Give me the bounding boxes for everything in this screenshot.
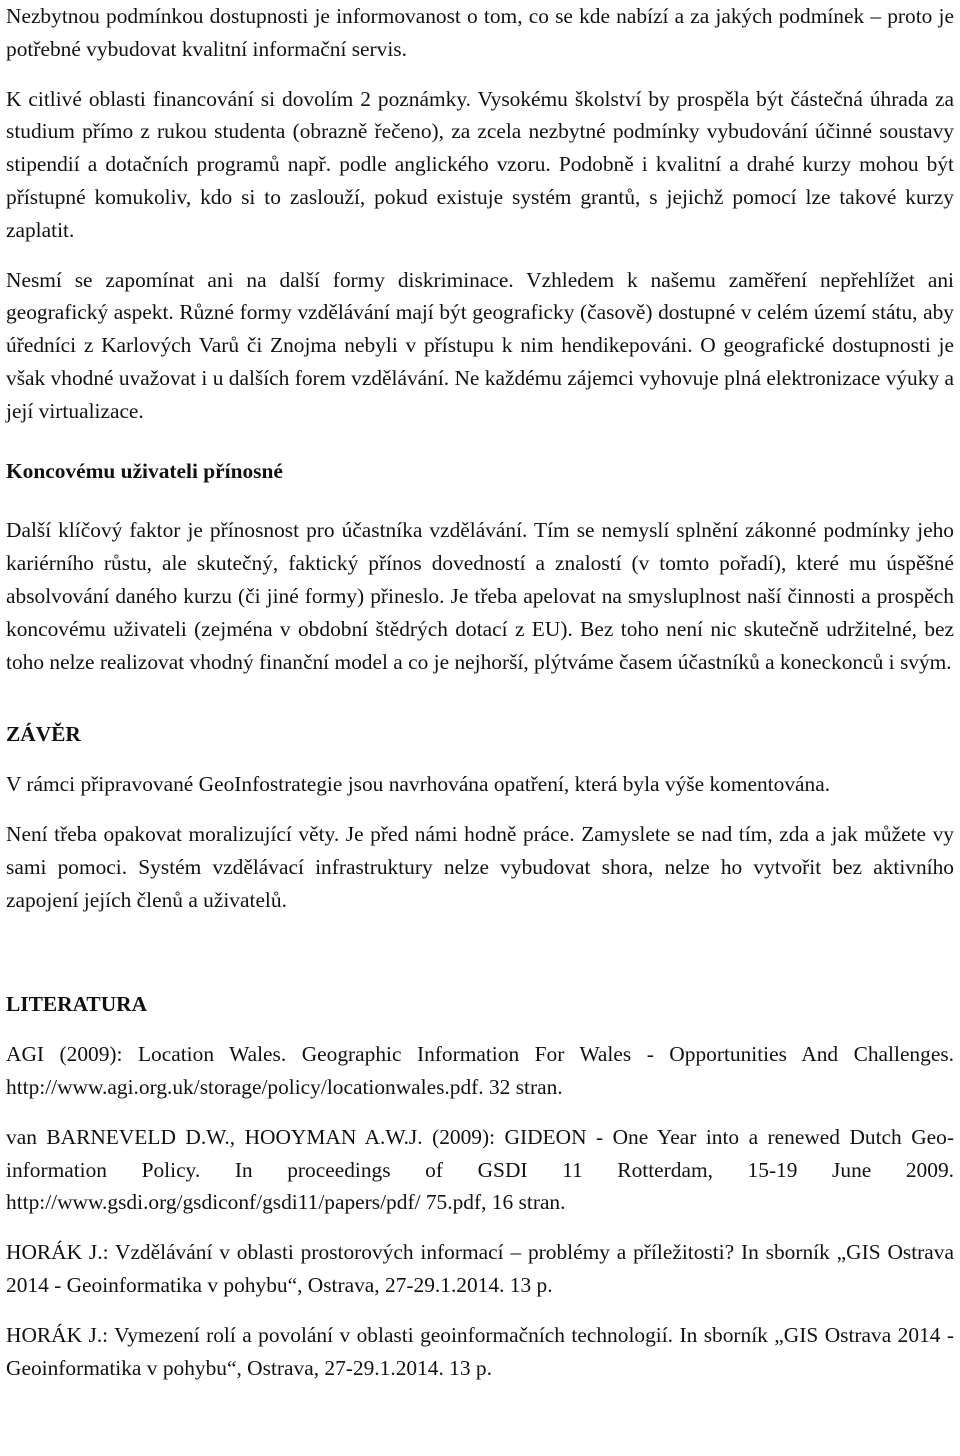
heading-literature: LITERATURA [6, 992, 148, 1017]
reference-item: HORÁK J.: Vzdělávání v oblasti prostorových informací – problémy a příležitosti? In sborník „GIS Ostrava 2014 - Geoinformatika v pohybu“, Ostrava, 27-29.1.2014. 13 p. [6, 1240, 954, 1297]
paragraph-benefit: Další klíčový faktor je přínosnost pro účastníka vzdělávání. Tím se nemyslí splnění zákonné podmínky jeho kariérního růstu, ale skutečný, faktický přínos dovedností a znalostí (v tomto pořadí), které mu úspěšné absolvování daného kurzu (či jiné formy) přineslo. Je třeba apelovat na smysluplnost naší činnosti a prospěch koncovému uživateli (zejména v obdobní štědrých dotací z EU). Bez toho není nic skutečně udržitelné, bez toho nelze realizovat vhodný finanční model a co je nejhorší, plýtváme časem účastníků a koneckonců i svým. [6, 518, 954, 674]
reference-item: van BARNEVELD D.W., HOOYMAN A.W.J. (2009): GIDEON - One Year into a renewed Dutch Geo-information Policy. In proceedings of GSDI 11 Rotterdam, 15-19 June 2009. http://www.gsdi.org/gsdiconf/gsdi11/papers/pdf/ 75.pdf, 16 stran. [6, 1124, 954, 1215]
paragraph-financing: K citlivé oblasti financování si dovolím 2 poznámky. Vysokému školství by prospěla být částečná úhrada za studium přímo z rukou studenta (obrazně řečeno), za zcela nezbytné podmínky vybudování účinné soustavy stipendií a dotačních programů např. podle anglického vzoru. Podobně i kvalitní a drahé kurzy mohou být přístupné komukoliv, kdo si to zaslouží, pokud existuje systém grantů, s jejichž pomocí lze takové kurzy zaplatit. [6, 86, 954, 242]
heading-benefit: Koncovému uživateli přínosné [6, 458, 283, 483]
reference-item: HORÁK J.: Vymezení rolí a povolání v oblasti geoinformačních technologií. In sborník „GIS Ostrava 2014 - Geoinformatika v pohybu“, Ostrava, 27-29.1.2014. 13 p. [6, 1322, 954, 1380]
heading-conclusion: ZÁVĚR [6, 722, 81, 747]
paragraph-conclusion-2: Není třeba opakovat moralizující věty. Je před námi hodně práce. Zamyslete se nad tím, zda a jak můžete vy sami pomoci. Systém vzdělávací infrastruktury nelze vybudovat shora, nelze ho vytvořit bez aktivního zapojení jejích členů a uživatelů. [6, 821, 954, 912]
paragraph-conclusion-1: V rámci připravované GeoInfostrategie jsou navrhována opatření, která byla výše komentována. [6, 772, 831, 797]
document-page [6, 0, 954, 1384]
paragraph-information-service: Nezbytnou podmínkou dostupnosti je informovanost o tom, co se kde nabízí a za jakých podmínek – proto je potřebné vybudovat kvalitní informační servis. [6, 4, 954, 61]
paragraph-discrimination: Nesmí se zapomínat ani na další formy diskriminace. Vzhledem k našemu zaměření nepřehlížet ani geografický aspekt. Různé formy vzdělávání mají být geograficky (časově) dostupné v celém území státu, aby úředníci z Karlových Varů či Znojma nebyli v přístupu k nim hendikepováni. O geografické dostupnosti je však vhodné uvažovat i u dalších forem vzdělávání. Ne každému zájemci vyhovuje plná elektronizace výuky a její virtualizace. [6, 267, 954, 423]
reference-item: AGI (2009): Location Wales. Geographic Information For Wales - Opportunities And Challenges. http://www.agi.org.uk/storage/policy/locationwales.pdf. 32 stran. [6, 1042, 954, 1099]
